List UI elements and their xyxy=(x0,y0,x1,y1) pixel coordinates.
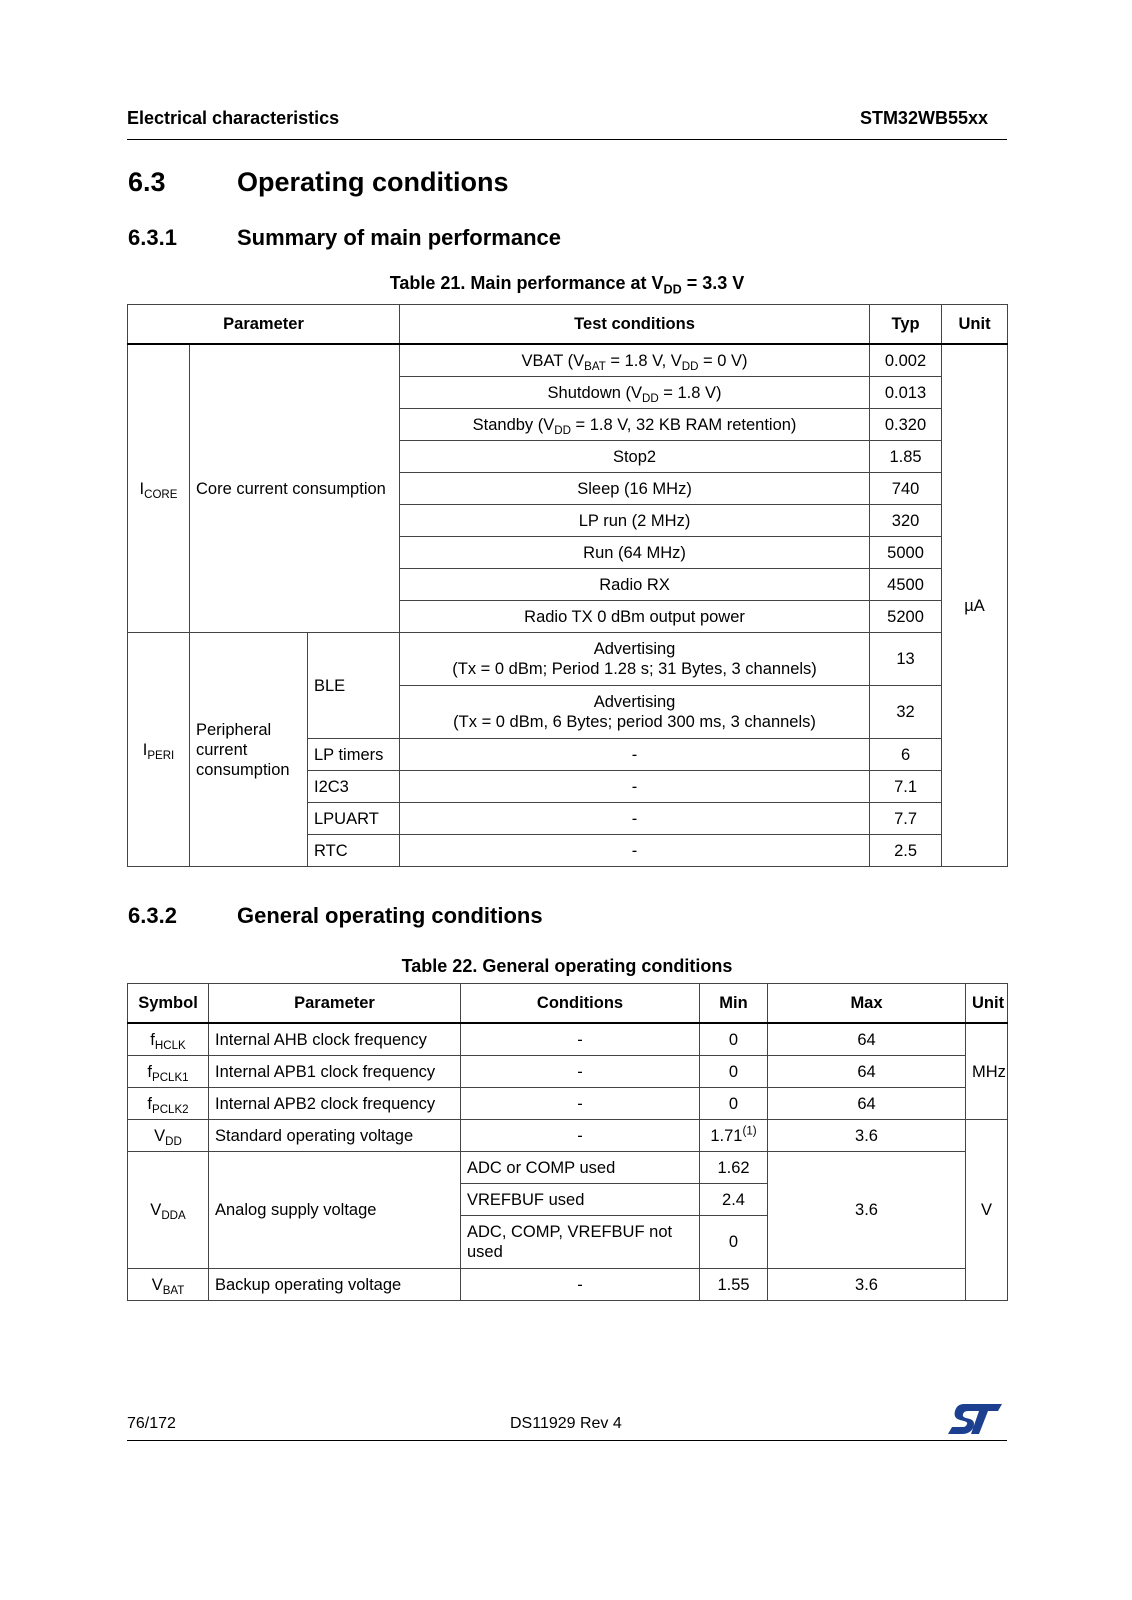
iperi-symbol: $I_{PERI}$ xyxy=(128,633,190,867)
min-cell: 1.71$^{(1)}$ xyxy=(700,1120,768,1152)
min-cell: 0 xyxy=(700,1056,768,1088)
typ-value: 32 xyxy=(870,686,942,739)
conditions-cell: ADC or COMP used xyxy=(461,1152,700,1184)
icore-symbol: $I_{CORE}$ xyxy=(128,344,190,633)
table21-header-row xyxy=(128,305,1008,345)
section-title-general-operating-conditions: General operating conditions xyxy=(237,903,543,928)
section-title-operating-conditions: Operating conditions xyxy=(237,167,509,197)
parameter-cell: Internal APB2 clock frequency xyxy=(209,1088,461,1120)
conditions-cell: - xyxy=(461,1023,700,1056)
header-rule xyxy=(127,139,1007,140)
symbol-cell: $V_{DDA}$ xyxy=(128,1152,209,1269)
typ-value: 740 xyxy=(870,473,942,505)
icore-description: Core current consumption xyxy=(190,344,400,633)
test-condition: Radio RX xyxy=(400,569,870,601)
test-condition: Shutdown ($V_{DD} = 1.8$ V) xyxy=(400,377,870,409)
typ-value: 1.85 xyxy=(870,441,942,473)
conditions-cell: - xyxy=(461,1088,700,1120)
table-row xyxy=(128,633,1008,686)
header-section-title: Electrical characteristics xyxy=(127,108,340,128)
symbol-cell: $V_{BAT}$ xyxy=(128,1269,209,1301)
min-cell: 0 xyxy=(700,1023,768,1056)
table22-header-unit: Unit xyxy=(966,984,1008,1024)
typ-value: 320 xyxy=(870,505,942,537)
test-condition: VBAT ($V_{BAT} = 1.8$ V, $V_{DD} = 0$ V) xyxy=(400,344,870,377)
test-condition: Advertising (Tx = 0 dBm; Period 1.28 s; 31 Bytes, 3 channels) xyxy=(400,633,870,686)
max-cell: 64 xyxy=(768,1023,966,1056)
table22-header-parameter: Parameter xyxy=(209,984,461,1024)
max-cell: 3.6 xyxy=(768,1269,966,1301)
test-condition: LP run (2 MHz) xyxy=(400,505,870,537)
typ-value: 0.013 xyxy=(870,377,942,409)
table22-header-symbol: Symbol xyxy=(128,984,209,1024)
section-number-6-3: 6.3 xyxy=(128,167,166,197)
typ-value: 0.320 xyxy=(870,409,942,441)
table21-header-typ: Typ xyxy=(870,305,942,345)
symbol-cell: $f_{PCLK2}$ xyxy=(128,1088,209,1120)
test-condition: Stop2 xyxy=(400,441,870,473)
test-condition: - xyxy=(400,771,870,803)
max-cell: 64 xyxy=(768,1088,966,1120)
peripheral-name: LP timers xyxy=(308,739,400,771)
section-title-main-performance: Summary of main performance xyxy=(237,225,561,250)
typ-value: 2.5 xyxy=(870,835,942,867)
test-condition: - xyxy=(400,835,870,867)
table22-header-conditions: Conditions xyxy=(461,984,700,1024)
max-cell: 64 xyxy=(768,1056,966,1088)
table21-main-performance xyxy=(127,304,1008,867)
table21-unit: µA xyxy=(942,344,1008,867)
typ-value: 5000 xyxy=(870,537,942,569)
footnote-ref: (1) xyxy=(742,1125,757,1138)
table21-caption: Table 21. Main performance at $V_{DD} = 3.3$ V xyxy=(389,273,745,297)
parameter-cell: Internal APB1 clock frequency xyxy=(209,1056,461,1088)
parameter-cell: Analog supply voltage xyxy=(209,1152,461,1269)
typ-value: 0.002 xyxy=(870,344,942,377)
conditions-cell: ADC, COMP, VREFBUF not used xyxy=(461,1216,700,1269)
test-condition: - xyxy=(400,803,870,835)
table21-header-parameter: Parameter xyxy=(128,305,400,345)
table-row xyxy=(128,344,1008,377)
table-row xyxy=(128,1269,1008,1301)
test-condition: Run (64 MHz) xyxy=(400,537,870,569)
symbol-cell: $f_{HCLK}$ xyxy=(128,1023,209,1056)
peripheral-name: I2C3 xyxy=(308,771,400,803)
min-cell: 0 xyxy=(700,1088,768,1120)
peripheral-name: LPUART xyxy=(308,803,400,835)
min-cell: 1.62 xyxy=(700,1152,768,1184)
min-cell: 1.55 xyxy=(700,1269,768,1301)
conditions-cell: VREFBUF used xyxy=(461,1184,700,1216)
typ-value: 13 xyxy=(870,633,942,686)
test-condition: Sleep (16 MHz) xyxy=(400,473,870,505)
typ-value: 4500 xyxy=(870,569,942,601)
test-condition: Advertising (Tx = 0 dBm, 6 Bytes; period 300 ms, 3 channels) xyxy=(400,686,870,739)
table22-header-min: Min xyxy=(700,984,768,1024)
symbol-cell: $f_{PCLK1}$ xyxy=(128,1056,209,1088)
table22-caption: Table 22. General operating conditions xyxy=(401,956,733,976)
min-cell: 2.4 xyxy=(700,1184,768,1216)
max-cell: 3.6 xyxy=(768,1152,966,1269)
max-cell: 3.6 xyxy=(768,1120,966,1152)
table22-general-operating-conditions xyxy=(127,983,1008,1301)
table22-header-max: Max xyxy=(768,984,966,1024)
test-condition: Standby ($V_{DD} = 1.8$ V, 32 KB RAM retention) xyxy=(400,409,870,441)
conditions-cell: - xyxy=(461,1056,700,1088)
clock-unit: MHz xyxy=(966,1023,1008,1120)
parameter-cell: Standard operating voltage xyxy=(209,1120,461,1152)
typ-value: 7.7 xyxy=(870,803,942,835)
page-number: 76/172 xyxy=(127,1415,176,1432)
min-cell: 0 xyxy=(700,1216,768,1269)
table-row xyxy=(128,1088,1008,1120)
section-number-6-3-1: 6.3.1 xyxy=(128,225,177,250)
conditions-cell: - xyxy=(461,1269,700,1301)
typ-value: 5200 xyxy=(870,601,942,633)
peripheral-name: RTC xyxy=(308,835,400,867)
document-revision: DS11929 Rev 4 xyxy=(510,1415,622,1432)
test-condition: Radio TX 0 dBm output power xyxy=(400,601,870,633)
st-logo xyxy=(946,1402,1004,1441)
table21-header-unit: Unit xyxy=(942,305,1008,345)
st-logo-icon xyxy=(946,1402,1004,1436)
table-row xyxy=(128,1120,1008,1152)
typ-value: 6 xyxy=(870,739,942,771)
table-row xyxy=(128,1152,1008,1184)
header-part-number: STM32WB55xx xyxy=(859,108,988,128)
table22-header-row xyxy=(128,984,1008,1024)
parameter-cell: Internal AHB clock frequency xyxy=(209,1023,461,1056)
iperi-description: Peripheral current consumption xyxy=(190,633,308,867)
symbol-cell: $V_{DD}$ xyxy=(128,1120,209,1152)
test-condition: - xyxy=(400,739,870,771)
footer-rule xyxy=(127,1440,1007,1441)
typ-value: 7.1 xyxy=(870,771,942,803)
section-number-6-3-2: 6.3.2 xyxy=(128,903,177,928)
conditions-cell: - xyxy=(461,1120,700,1152)
parameter-cell: Backup operating voltage xyxy=(209,1269,461,1301)
ble-label: BLE xyxy=(308,633,400,739)
voltage-unit: V xyxy=(966,1120,1008,1301)
table21-header-test-conditions: Test conditions xyxy=(400,305,870,345)
table-row xyxy=(128,1056,1008,1088)
table-row xyxy=(128,1023,1008,1056)
